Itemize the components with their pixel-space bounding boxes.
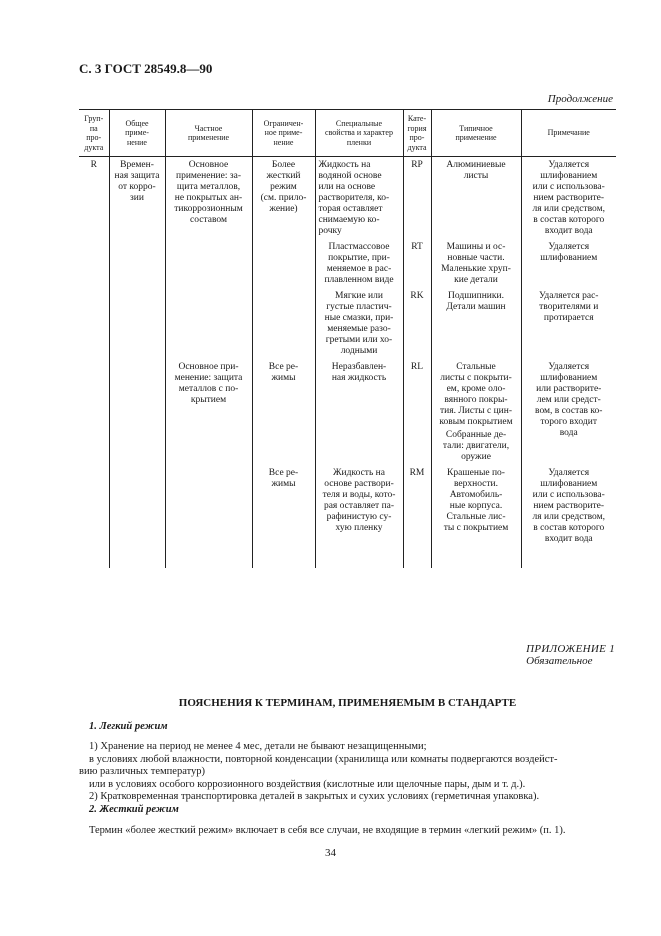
table-row: [79, 288, 616, 359]
cell-category: RT: [403, 239, 431, 288]
cell-typical: Машины и ос- новные части. Маленькие хруп- кие детали: [431, 239, 521, 288]
typical-item: Автомобиль- ные корпуса.: [449, 490, 503, 511]
paragraph: 2) Кратковременная транспортировка деталей в закрытых и сухих условиях (герметичная упаковка).: [89, 791, 540, 802]
cell-properties: Мягкие или густые пластич- ные смазки, при- меняемые разо- гретыми или хо- лодными: [315, 288, 403, 359]
typical-item: Стальные лис- ты с покрытием: [443, 512, 509, 533]
cell-typical: Подшипники. Детали машин: [431, 288, 521, 359]
paragraph: 1) Хранение на период не менее 4 мес, детали не бывают незащищенными;: [89, 741, 427, 752]
section-title: ПОЯСНЕНИЯ К ТЕРМИНАМ, ПРИМЕНЯЕМЫМ В СТАНДАРТЕ: [178, 697, 517, 709]
col-header-note: Примечание: [521, 110, 616, 157]
col-header-group: Груп- па про- дукта: [79, 110, 109, 157]
cell-typical: [431, 465, 521, 547]
paragraph: Термин «более жесткий режим» включает в себя все случаи, не входящие в термин «легкий режим» (п. 1).: [89, 825, 566, 836]
table-row: [79, 359, 616, 465]
section-1-heading: 1. Легкий режим: [89, 721, 168, 732]
section-2-heading: 2. Жесткий режим: [89, 804, 179, 815]
paragraph: или в условиях особого коррозионного воздействия (кислотные или щелочные пары, дым и т. д.).: [89, 779, 526, 790]
col-header-properties: Специальные свойства и характер пленки: [315, 110, 403, 157]
typical-item: Стальные листы с покрыти- ем, кроме оло- вянного покры- тия. Листы с цин- ковым покрытием: [439, 362, 513, 427]
table-row-spacer: [79, 547, 616, 568]
continuation-label: Продолжение: [547, 93, 613, 105]
cell-properties: Неразбавлен- ная жидкость: [315, 359, 403, 465]
cell-typical: [431, 359, 521, 465]
col-header-particular: Частное применение: [165, 110, 252, 157]
paragraph: в условиях любой влажности, повторной конденсации (хранилища или комнаты подвергаются воздейст-: [89, 754, 558, 765]
cell-note: Удаляется рас- творителями и протирается: [521, 288, 616, 359]
cell-particular: Основное при- менение: защита металлов с по- крытием: [165, 359, 252, 465]
cell-note: Удаляется шлифованием или растворите- лем или средст- вом, в состав ко- торого входит вода: [521, 359, 616, 465]
document-header: С. 3 ГОСТ 28549.8—90: [79, 61, 213, 76]
cell-category: RK: [403, 288, 431, 359]
cell-typical: Алюминиевые листы: [431, 157, 521, 240]
typical-item: Крашеные по- верхности.: [447, 468, 505, 489]
typical-item: Собранные де- тали: двигатели, оружие: [442, 430, 510, 462]
cell-category: RP: [403, 157, 431, 240]
table-header-row: [79, 110, 616, 157]
cell-properties: Пластмассовое покрытие, при- меняемое в рас- плавленном виде: [315, 239, 403, 288]
cell-limited: Все ре- жимы: [252, 465, 315, 547]
cell-limited: Более жесткий режим (см. прило- жение): [252, 157, 315, 240]
col-header-general: Общее приме- нение: [109, 110, 165, 157]
cell-category: RM: [403, 465, 431, 547]
cell-group: R: [90, 160, 97, 170]
paragraph: вию различных температур): [79, 766, 206, 777]
cell-category: RL: [403, 359, 431, 465]
cell-note: Удаляется шлифованием: [521, 239, 616, 288]
page-number: 34: [325, 847, 336, 859]
classification-table: [79, 109, 616, 568]
cell-particular: Основное применение: за- щита металлов, не покрытых ан- тикоррозионным составом: [165, 157, 252, 240]
col-header-category: Кате- гория про- дукта: [403, 110, 431, 157]
appendix-number: ПРИЛОЖЕНИЕ 1: [526, 643, 615, 655]
table-row: [79, 239, 616, 288]
table-row: [79, 157, 616, 240]
cell-note: Удаляется шлифованием или с использова- нием растворите- ля или средством, в состав которого входит вода: [521, 157, 616, 240]
table-row: [79, 465, 616, 547]
cell-properties: Жидкость на основе раствори- теля и воды, кото- рая оставляет па- рафинистую су- хую пленку: [315, 465, 403, 547]
cell-note: Удаляется шлифованием или с использова- нием растворите- ля или средством, в состав которого входит вода: [521, 465, 616, 547]
appendix-label: [526, 643, 615, 667]
col-header-limited: Ограничен- ное приме- нение: [252, 110, 315, 157]
cell-properties: Жидкость на водяной основе или на основе растворителя, ко- торая оставляет снимаемую ко- рочку: [315, 157, 403, 240]
cell-limited: Все ре- жимы: [252, 359, 315, 465]
appendix-status: Обязательное: [526, 655, 593, 667]
col-header-typical: Типичное применение: [431, 110, 521, 157]
cell-general: Времен- ная защита от корро- зии: [109, 157, 165, 240]
